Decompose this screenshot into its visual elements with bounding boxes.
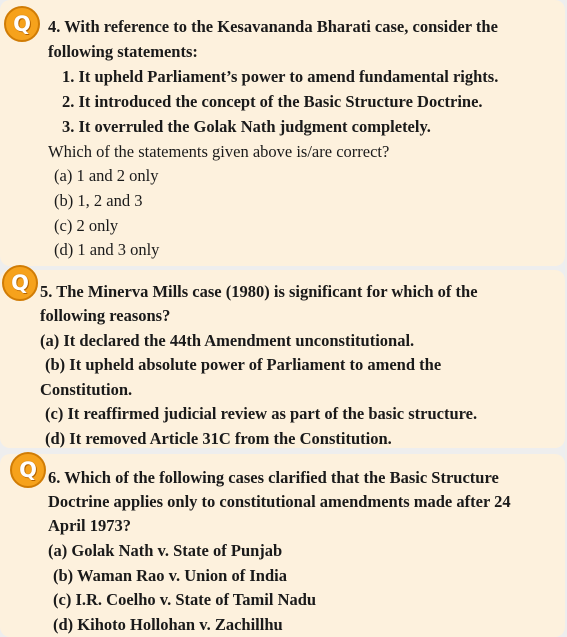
option-b-cont[interactable]: Constitution.: [40, 380, 133, 399]
option-b[interactable]: (b) 1, 2 and 3: [54, 191, 143, 210]
option-a[interactable]: (a) Golak Nath v. State of Punjab: [48, 541, 283, 560]
option-c[interactable]: (c) I.R. Coelho v. State of Tamil Nadu: [53, 590, 317, 609]
q-badge-icon: Q: [10, 452, 46, 488]
question-6-stem-cont: Doctrine applies only to constitutional amendments made after 24: [48, 492, 511, 511]
option-b[interactable]: (b) It upheld absolute power of Parliament to amend the: [45, 355, 442, 374]
question-6-stem-cont2: April 1973?: [48, 516, 131, 535]
question-5-stem: 5. The Minerva Mills case (1980) is significant for which of the: [40, 282, 478, 301]
option-a[interactable]: (a) It declared the 44th Amendment unconstitutional.: [40, 331, 415, 350]
option-d[interactable]: (d) Kihoto Hollohan v. Zachillhu: [53, 615, 283, 634]
option-d[interactable]: (d) 1 and 3 only: [54, 240, 160, 259]
option-c[interactable]: (c) It reaffirmed judicial review as part of the basic structure.: [45, 404, 478, 423]
option-a[interactable]: (a) 1 and 2 only: [54, 166, 159, 185]
option-d[interactable]: (d) It removed Article 31C from the Constitution.: [45, 429, 392, 448]
statement-2: 2. It introduced the concept of the Basic Structure Doctrine.: [62, 92, 483, 111]
question-4-stem-cont: following statements:: [48, 42, 198, 61]
question-4-stem: 4. With reference to the Kesavananda Bharati case, consider the: [48, 17, 498, 36]
statement-3: 3. It overruled the Golak Nath judgment completely.: [62, 117, 431, 136]
option-c[interactable]: (c) 2 only: [54, 216, 119, 235]
q-badge-icon: Q: [2, 265, 38, 301]
q-badge-icon: Q: [4, 6, 40, 42]
statement-1: 1. It upheld Parliament’s power to amend fundamental rights.: [62, 67, 499, 86]
question-5-stem-cont: following reasons?: [40, 306, 171, 325]
question-4-prompt: Which of the statements given above is/are correct?: [48, 142, 390, 161]
question-6-stem: 6. Which of the following cases clarified that the Basic Structure: [48, 468, 499, 487]
option-b[interactable]: (b) Waman Rao v. Union of India: [53, 566, 287, 585]
